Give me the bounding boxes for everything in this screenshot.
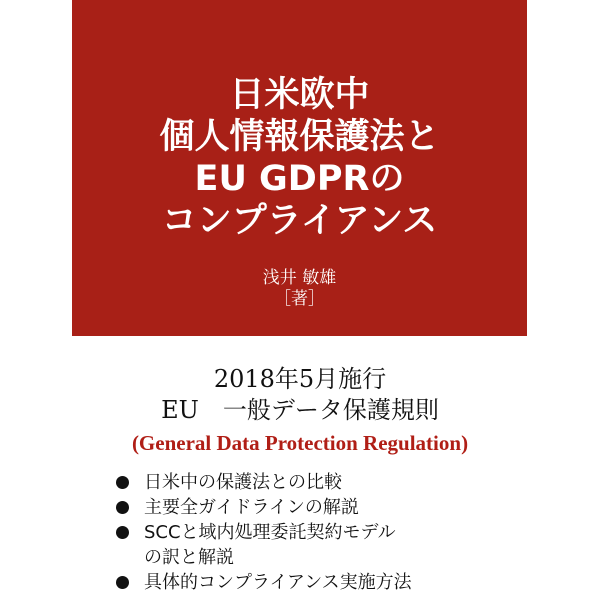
bullet-icon [116, 501, 129, 514]
author-name: 浅井 敏雄 [262, 268, 337, 288]
title-line: EU GDPRの [194, 159, 405, 199]
feature-text: SCCと域内処理委託契約モデル [144, 522, 396, 543]
bullet-icon [116, 526, 129, 539]
list-item [116, 570, 536, 595]
feature-text: 日米中の保護法との比較 [144, 472, 342, 493]
list-item [116, 470, 536, 495]
feature-text-continuation: の訳と解説 [144, 547, 234, 568]
author-credit [72, 268, 527, 310]
title-line: 個人情報保護法と [159, 117, 440, 157]
regulation-subtitle: EU 一般データ保護規則 [161, 396, 439, 424]
book-title [72, 74, 527, 242]
bullet-icon [116, 476, 129, 489]
feature-text: 主要全ガイドラインの解説 [144, 497, 359, 518]
bullet-icon [116, 576, 129, 589]
list-item [116, 520, 536, 570]
author-role: ［著］ [274, 289, 325, 309]
title-line: コンプライアンス [161, 201, 438, 241]
feature-text: 具体的コンプライアンス実施方法 [144, 572, 412, 593]
effective-date-subtitle: 2018年5月施行 [213, 365, 387, 393]
title-line: 日米欧中 [229, 75, 370, 115]
cover-title-panel [72, 0, 527, 336]
regulation-english-name: (General Data Protection Regulation) [131, 431, 469, 455]
list-item [116, 495, 536, 520]
feature-list [116, 470, 536, 595]
